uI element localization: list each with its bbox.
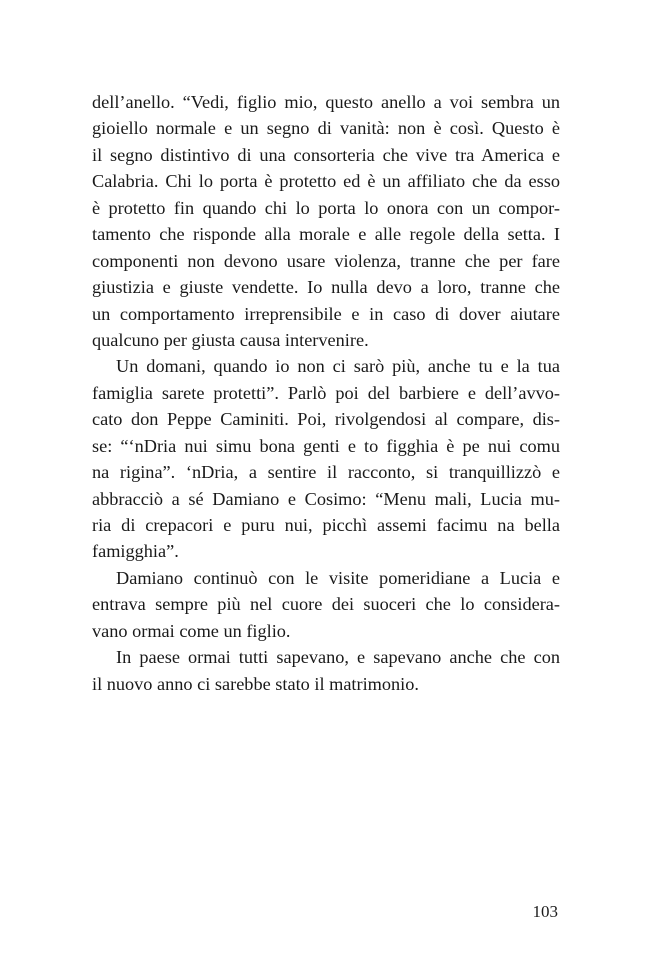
paragraph (92, 353, 560, 565)
text-line: abbracciò a sé Damiano e Cosimo: “Menu mali, Lucia mu- (92, 488, 560, 509)
text-line: tamento che risponde alla morale e alle regole della setta. I (92, 224, 560, 245)
text-line: qualcuno per giusta causa intervenire. (92, 329, 369, 350)
text-line: vano ormai come un figlio. (92, 620, 291, 641)
text-line: Un domani, quando io non ci sarò più, anche tu e la tua (116, 356, 560, 377)
body-text (92, 89, 560, 697)
text-line: giustizia e giuste vendette. Io nulla devo a loro, tranne che (92, 277, 560, 298)
text-line: il nuovo anno ci sarebbe stato il matrimonio. (92, 673, 419, 694)
text-line: In paese ormai tutti sapevano, e sapevano anche che con (116, 647, 560, 668)
paragraph (92, 565, 560, 644)
page-number: 103 (532, 902, 558, 921)
paragraph (92, 644, 560, 697)
text-line: gioiello normale e un segno di vanità: non è così. Questo è (92, 118, 560, 139)
text-line: un comportamento irreprensibile e in caso di dover aiutare (92, 303, 560, 324)
text-line: Calabria. Chi lo porta è protetto ed è un affiliato che da esso (92, 171, 560, 192)
text-line: il segno distintivo di una consorteria che vive tra America e (92, 144, 560, 165)
text-line: è protetto fin quando chi lo porta lo onora con un compor- (92, 197, 560, 218)
text-line: entrava sempre più nel cuore dei suoceri che lo considera- (92, 594, 560, 615)
paragraph (92, 89, 560, 353)
text-line: na rigina”. ‘nDria, a sentire il racconto, si tranquillizzò e (92, 462, 560, 483)
text-line: cato don Peppe Caminiti. Poi, rivolgendosi al compare, dis- (92, 409, 560, 430)
text-line: famiglia sarete protetti”. Parlò poi del barbiere e dell’avvo- (92, 382, 560, 403)
text-line: dell’anello. “Vedi, figlio mio, questo anello a voi sembra un (92, 92, 560, 112)
text-line: se: “‘nDria nui simu bona genti e to figghia è pe nui comu (92, 435, 560, 456)
text-line: ria di crepacori e puru nui, picchì assemi facimu na bella (92, 515, 560, 535)
text-line: componenti non devono usare violenza, tranne che per fare (92, 250, 560, 271)
text-line: famigghia”. (92, 541, 179, 562)
text-line: Damiano continuò con le visite pomeridiane a Lucia e (116, 567, 560, 588)
